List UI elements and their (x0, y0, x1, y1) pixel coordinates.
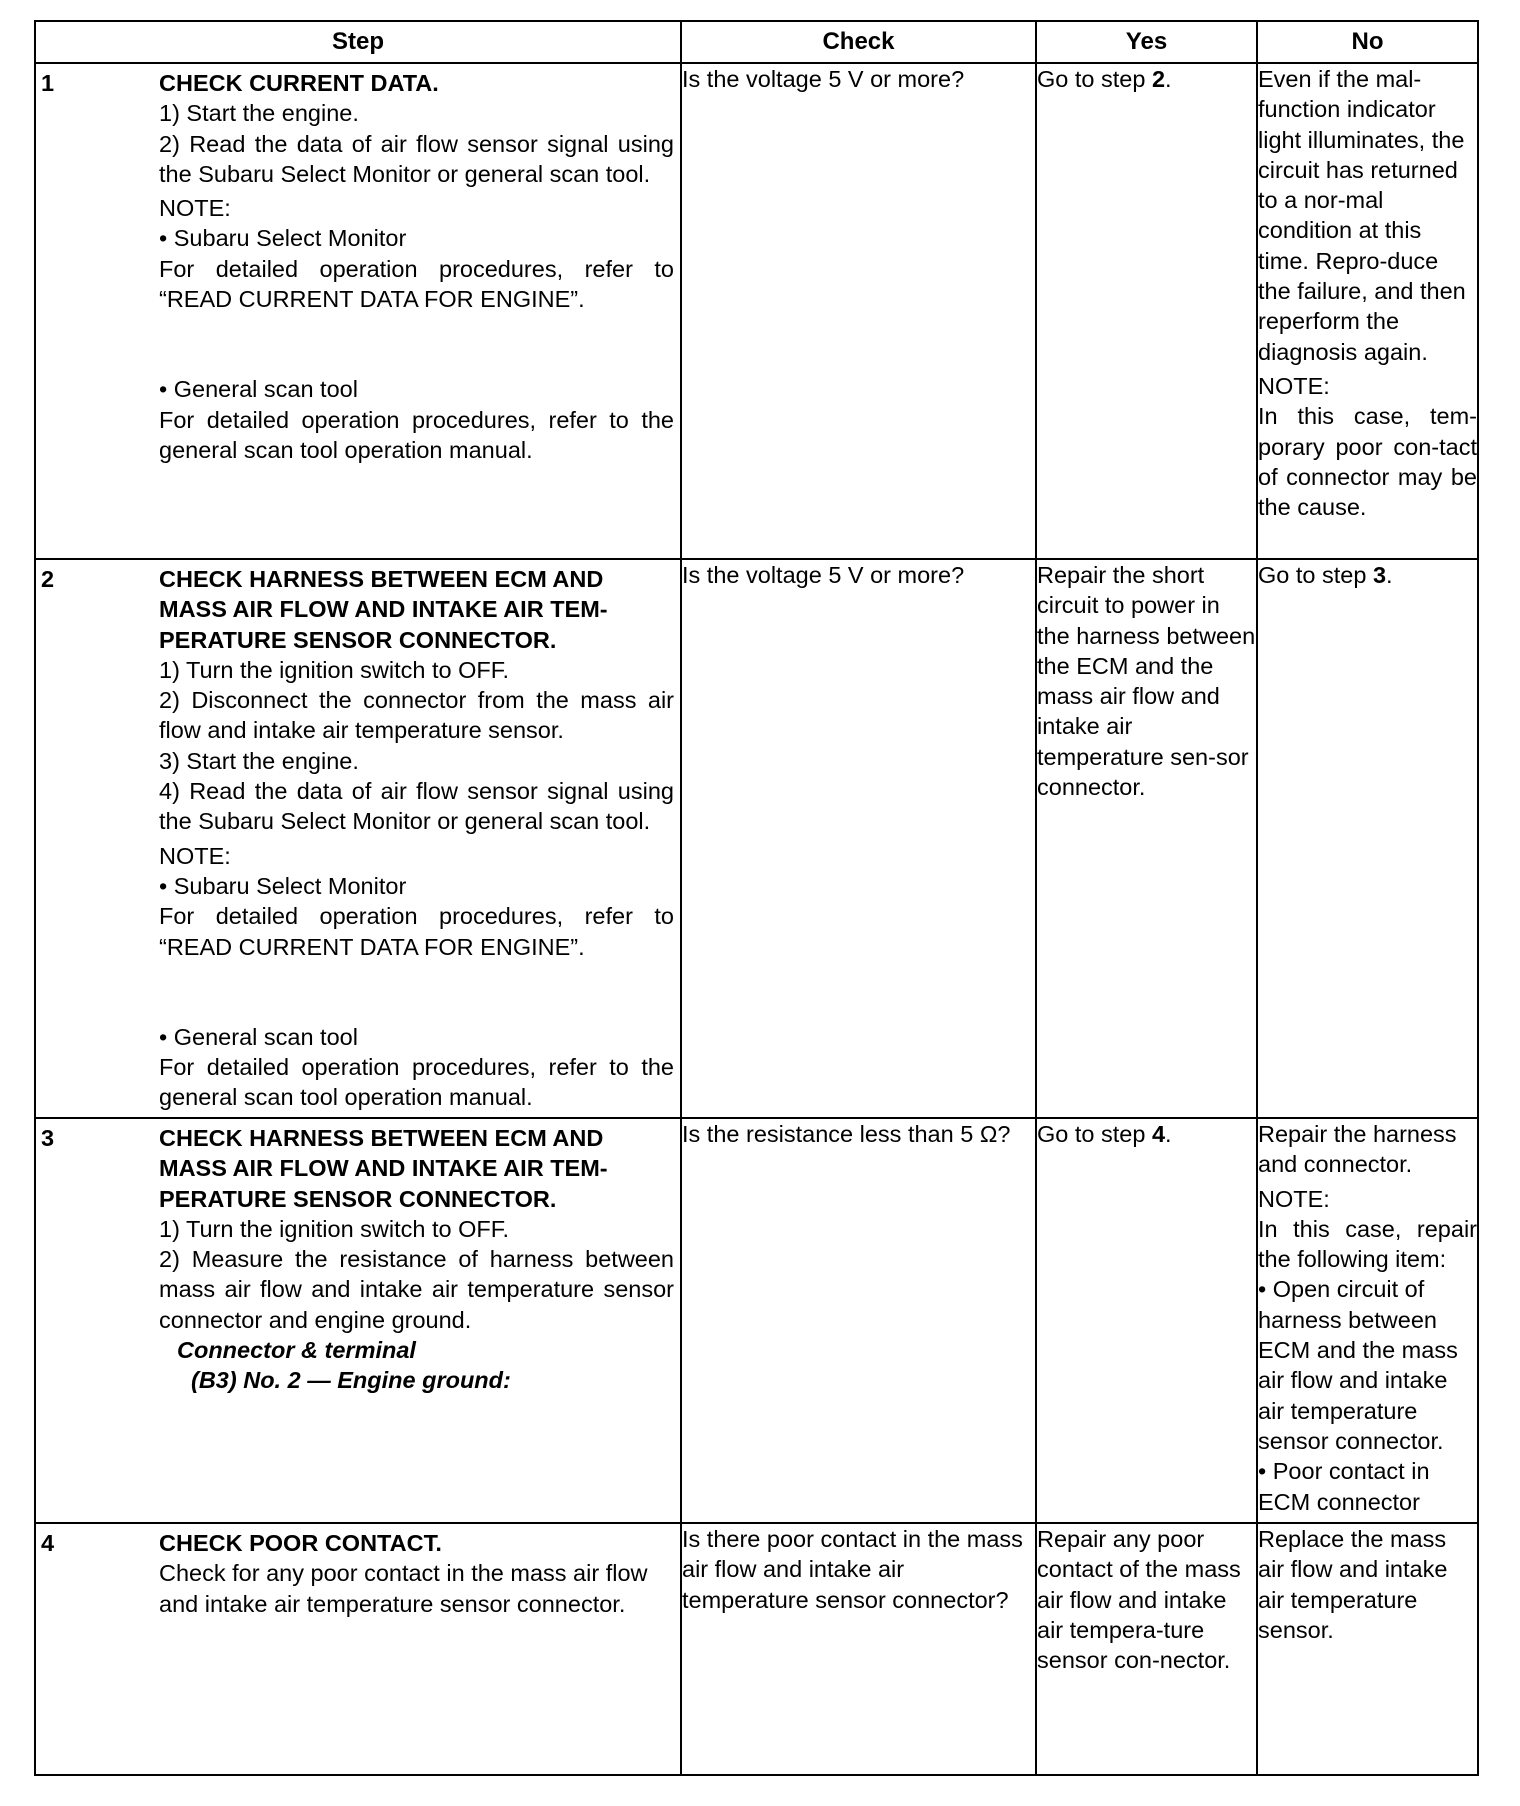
step-instruction: 4) Read the data of air flow sensor signal using the Subaru Select Monitor or general scan tool. (159, 778, 674, 835)
note-bullet: • General scan tool (159, 376, 358, 403)
no-item: • Open circuit of harness between ECM and the mass air flow and intake air temperature sensor connector. (1258, 1276, 1458, 1454)
table-row (35, 63, 1478, 559)
step-reference: 2 (1151, 66, 1166, 92)
step-instruction: 2) Disconnect the connector from the mass air flow and intake air temperature sensor. (159, 687, 674, 744)
note-bullet: • Subaru Select Monitor (159, 225, 407, 252)
note-text: For detailed operation procedures, refer to “READ CURRENT DATA FOR ENGINE”. (159, 903, 674, 960)
step-instruction: 1) Start the engine. (159, 100, 359, 127)
step-number: 2 (41, 566, 55, 592)
table-row (35, 1523, 1478, 1775)
step-number: 4 (41, 1530, 55, 1556)
step-instruction: 1) Turn the ignition switch to OFF. (159, 656, 510, 683)
yes-text-end: . (1165, 1121, 1172, 1147)
step-reference: 3 (1372, 562, 1387, 588)
no-text: Go to step (1258, 562, 1373, 588)
step-cell (35, 559, 681, 1118)
step-title: CHECK HARNESS BETWEEN ECM AND MASS AIR FLOW AND INTAKE AIR TEM-PERATURE SENSOR CONNECTOR. (159, 566, 608, 653)
header-check: Check (681, 21, 1036, 63)
note-text: For detailed operation procedures, refer to the general scan tool operation manual. (159, 1054, 674, 1111)
step-number: 3 (41, 1125, 55, 1151)
no-note-text: In this case, repair the following item: (1258, 1215, 1477, 1273)
note-label: NOTE: (159, 195, 231, 222)
step-title: CHECK CURRENT DATA. (159, 70, 439, 96)
step-instruction: 1) Turn the ignition switch to OFF. (159, 1215, 510, 1242)
spec-value: (B3) No. 2 — Engine ground: (191, 1367, 511, 1394)
check-cell: Is the voltage 5 V or more? (681, 63, 1036, 559)
table-header-row (35, 21, 1478, 63)
step-number: 1 (41, 70, 55, 96)
note-text: For detailed operation procedures, refer to the general scan tool operation manual. (159, 406, 674, 463)
no-cell: Replace the mass air flow and intake air temperature sensor. (1257, 1523, 1478, 1775)
note-label: NOTE: (159, 842, 231, 869)
note-label: NOTE: (1258, 372, 1330, 399)
step-title: CHECK POOR CONTACT. (159, 1530, 442, 1556)
table-row (35, 559, 1478, 1118)
table-row (35, 1118, 1478, 1523)
check-cell: Is the resistance less than 5 Ω? (681, 1118, 1036, 1523)
step-title: CHECK HARNESS BETWEEN ECM AND MASS AIR FLOW AND INTAKE AIR TEM-PERATURE SENSOR CONNECTOR. (159, 1125, 608, 1212)
no-note-text: In this case, tem-porary poor con-tact of connector may be the cause. (1258, 403, 1477, 521)
no-cell (1257, 1118, 1478, 1523)
yes-text-end: . (1165, 66, 1172, 92)
step-instruction: 2) Read the data of air flow sensor signal using the Subaru Select Monitor or general scan tool. (159, 130, 674, 187)
spec-label: Connector & terminal (177, 1337, 416, 1364)
yes-cell: Repair any poor contact of the mass air flow and intake air tempera-ture sensor con-nector. (1036, 1523, 1257, 1775)
step-instruction: 3) Start the engine. (159, 747, 359, 774)
no-text-end: . (1386, 562, 1393, 588)
check-cell: Is there poor contact in the mass air flow and intake air temperature sensor connector? (681, 1523, 1036, 1775)
header-no: No (1257, 21, 1478, 63)
note-label: NOTE: (1258, 1185, 1330, 1212)
diagnostic-procedure-table (34, 20, 1479, 1776)
step-cell (35, 1523, 681, 1775)
step-cell (35, 1118, 681, 1523)
no-cell (1257, 63, 1478, 559)
step-instruction: 2) Measure the resistance of harness between mass air flow and intake air temperature sensor connector and engine ground. (159, 1246, 674, 1333)
yes-text: Go to step (1037, 1121, 1152, 1147)
no-text: Even if the mal-function indicator light illuminates, the circuit has returned to a nor-mal condition at this time. Repro-duce the failure, and then reperform the diagnosis again. (1258, 66, 1466, 365)
note-bullet: • General scan tool (159, 1023, 358, 1050)
no-item: • Poor contact in ECM connector (1258, 1458, 1430, 1515)
yes-cell: Repair the short circuit to power in the harness between the ECM and the mass air flow and intake air temperature sen-sor connector. (1036, 559, 1257, 1118)
yes-text: Go to step (1037, 66, 1152, 92)
step-reference: 4 (1151, 1121, 1166, 1147)
no-text: Repair the harness and connector. (1258, 1121, 1457, 1178)
yes-cell (1036, 63, 1257, 559)
note-bullet: • Subaru Select Monitor (159, 872, 407, 899)
header-step: Step (35, 21, 681, 63)
note-text: For detailed operation procedures, refer to “READ CURRENT DATA FOR ENGINE”. (159, 255, 674, 313)
check-cell: Is the voltage 5 V or more? (681, 559, 1036, 1118)
step-cell (35, 63, 681, 559)
yes-cell (1036, 1118, 1257, 1523)
no-cell (1257, 559, 1478, 1118)
header-yes: Yes (1036, 21, 1257, 63)
step-instruction: Check for any poor contact in the mass air flow and intake air temperature sensor connector. (159, 1560, 648, 1617)
